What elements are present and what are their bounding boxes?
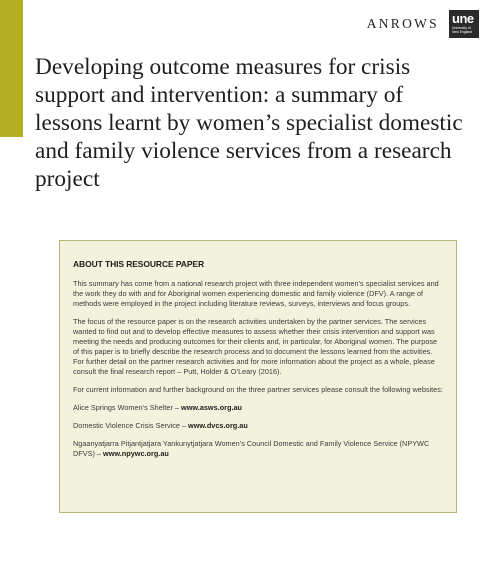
website-name: Domestic Violence Crisis Service –	[73, 421, 189, 430]
website-name: Ngaanyatjarra Pitjantjatjara Yankunytjatjara Women’s Council Domestic and Family Violence Service (NPYWC DFVS) –	[73, 439, 430, 458]
website-item-dvcs	[73, 421, 444, 431]
anrows-logo: ANROWS	[366, 16, 439, 31]
header-logos	[367, 10, 479, 38]
website-link[interactable]: www.asws.org.au	[181, 403, 242, 412]
about-paragraph: This summary has come from a national research project with three independent women’s specialist services and the work they do with and for Aboriginal women experiencing domestic and family violence (DFV). A range of methods were employed in the project including literature reviews, surveys, interviews and focus groups.	[73, 279, 439, 308]
une-logo-subtitle: University of New England	[452, 26, 473, 34]
about-paragraph: For current information and further background on the three partner services please consult the following websites:	[73, 385, 443, 394]
une-logo	[449, 10, 479, 38]
une-logo-wordmark: une	[452, 11, 474, 26]
website-link[interactable]: www.dvcs.org.au	[188, 421, 248, 430]
about-resource-paper-box	[59, 240, 457, 513]
about-heading: ABOUT THIS RESOURCE PAPER	[73, 259, 204, 269]
website-item-asws	[73, 403, 444, 413]
website-item-npywc	[73, 439, 444, 459]
about-paragraph: The focus of the resource paper is on the research activities undertaken by the partner services. The services wanted to find out and to develop effective measures to assess whether their crisis intervention and support was meeting the needs and producing outcomes for their clients and, in particular, for Aboriginal women. The purpose of this paper is to briefly describe the research process and to document the lessons learned from the activities. For further detail on the partner research activities and for more information about the project as a whole, please consult the final research report – Putt, Holder & O’Leary (2016).	[73, 317, 438, 376]
website-link[interactable]: www.npywc.org.au	[103, 449, 169, 458]
accent-bar	[0, 0, 23, 137]
document-title: Developing outcome measures for crisis support and intervention: a summary of lessons learnt by women’s specialist domestic and family violence services from a research project	[35, 54, 463, 192]
website-name: Alice Springs Women’s Shelter –	[73, 403, 182, 412]
